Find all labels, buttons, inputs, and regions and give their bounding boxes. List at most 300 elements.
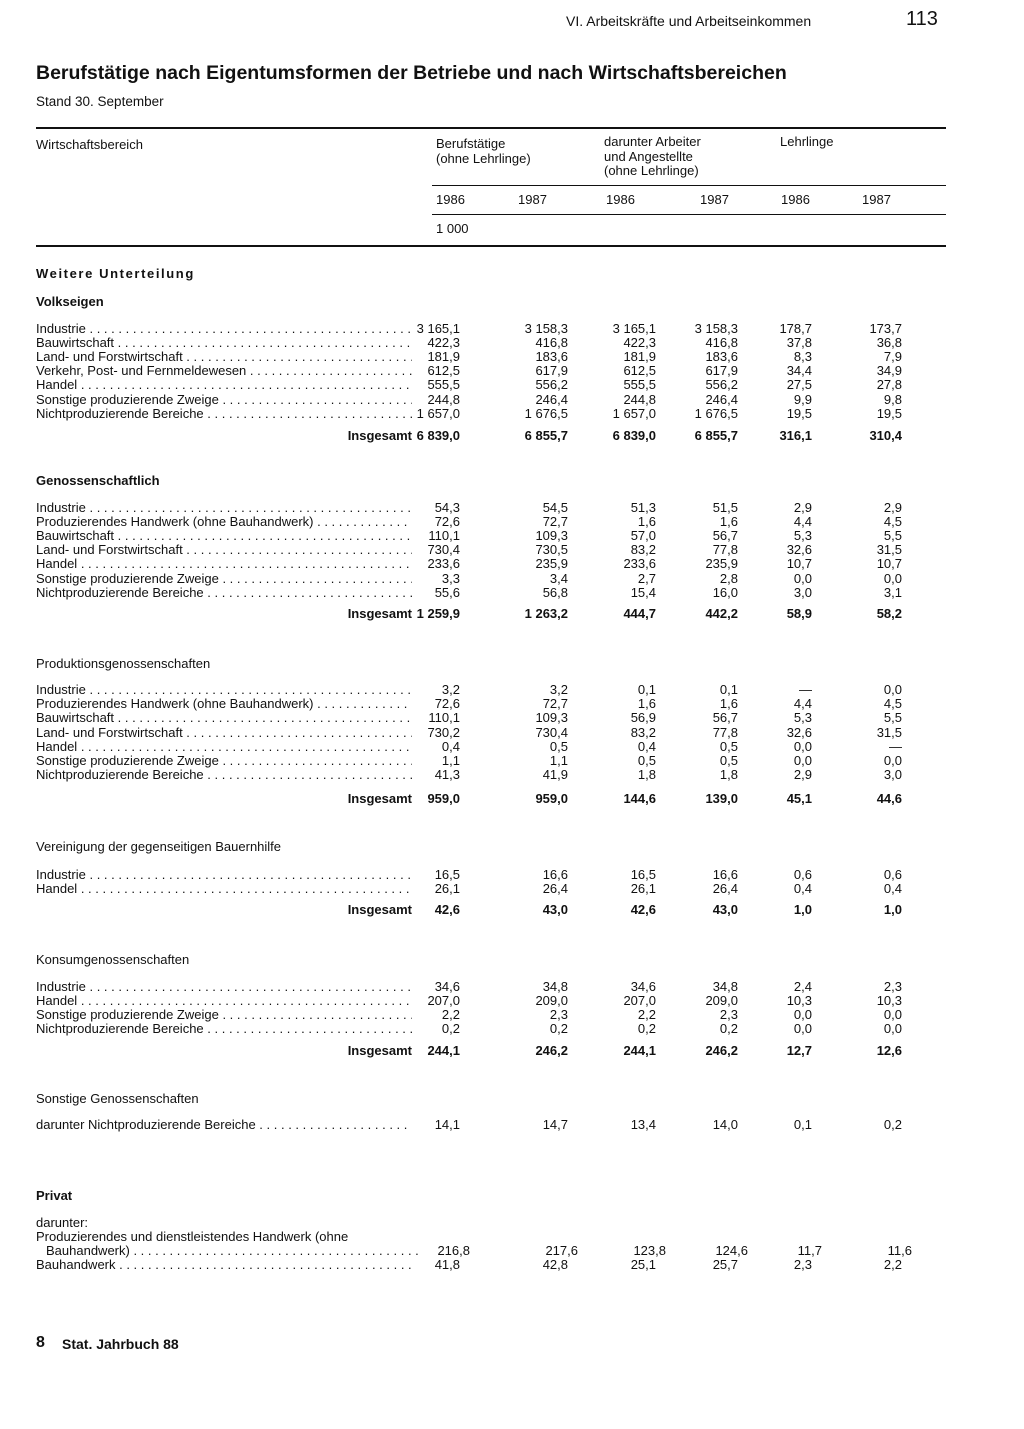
row-value: 124,6 (715, 1243, 748, 1258)
table-row (36, 994, 904, 1008)
row-value: 0,0 (793, 753, 812, 768)
row-value: 0,0 (793, 570, 812, 586)
row-value: 10,3 (876, 993, 902, 1008)
total-value: 6 855,7 (524, 428, 568, 443)
group-title-bauernhilfe: Vereinigung der gegenseitigen Bauernhilfe (36, 839, 282, 854)
total-value: 442,2 (705, 606, 738, 621)
table-header-bottom-rule (36, 245, 946, 247)
total-value: 6 839,0 (612, 428, 656, 443)
total-value: 444,7 (623, 606, 656, 621)
table-row (36, 754, 904, 768)
row-value: 7,9 (883, 349, 902, 365)
row-label: Bauhandwerk) . . . (46, 1244, 422, 1258)
total-value: 44,6 (876, 791, 902, 806)
row-value: 16,6 (542, 867, 568, 882)
column-header-line: (ohne Lehrlinge) (436, 150, 531, 166)
table-row (36, 1258, 904, 1272)
row-value: 730,2 (427, 724, 460, 740)
row-value: 36,8 (876, 335, 902, 351)
row-label: Verkehr, Post- und Fernmeldewesen . . . (36, 364, 412, 378)
table-row (36, 378, 904, 392)
row-value: 13,4 (630, 1117, 656, 1132)
row-value: 0,0 (883, 682, 902, 697)
privat-handwerk-label: Produzierendes und dienstleistendes Handwerk (ohne (36, 1229, 349, 1244)
row-value: 54,3 (434, 500, 460, 515)
row-value: 32,6 (786, 724, 812, 740)
row-label: Industrie . . . (36, 683, 412, 697)
row-value: 110,1 (428, 528, 460, 544)
row-label: Handel . . . (36, 557, 412, 571)
row-value: 1,6 (637, 514, 656, 530)
row-value: 2,2 (637, 1007, 656, 1022)
table-row (36, 726, 904, 740)
row-value: 10,7 (876, 556, 902, 572)
row-value: 77,8 (712, 724, 738, 740)
row-value: 41,3 (434, 767, 460, 783)
column-header-line: Berufstätige (436, 136, 506, 151)
table-row (36, 501, 904, 515)
row-value: 109,3 (535, 710, 568, 726)
row-value: 3 165,1 (612, 321, 656, 336)
row-value: 0,4 (637, 738, 656, 754)
row-value: 3,2 (549, 682, 568, 697)
row-value: 51,3 (630, 500, 656, 515)
row-value: 4,5 (883, 514, 902, 530)
row-value: 0,2 (549, 1021, 568, 1036)
total-value: 959,0 (535, 791, 568, 806)
row-value: 0,4 (441, 738, 460, 754)
table-row (36, 1022, 904, 1036)
row-label: Sonstige produzierende Zweige . . . (36, 754, 412, 768)
row-value: 0,0 (883, 570, 902, 586)
row-value: 72,6 (434, 514, 460, 530)
row-value: 4,5 (883, 696, 902, 712)
row-label: Handel . . . (36, 378, 412, 392)
row-label: Nichtproduzierende Bereiche . . . (36, 407, 412, 421)
row-value: 617,9 (535, 363, 568, 379)
row-value: 183,6 (535, 349, 568, 365)
row-value: 1,6 (719, 514, 738, 530)
row-value: 34,9 (876, 363, 902, 379)
row-value: 2,9 (793, 500, 812, 515)
row-value: 51,5 (712, 500, 738, 515)
row-value: 0,0 (883, 753, 902, 768)
page-title: Berufstätige nach Eigentumsformen der Betriebe und nach Wirtschaftsbereichen (36, 62, 787, 84)
table-row (36, 515, 904, 529)
row-value: 730,4 (535, 724, 568, 740)
row-value: 1 657,0 (612, 405, 656, 421)
row-value: 3,4 (549, 570, 568, 586)
row-value: 181,9 (623, 349, 656, 365)
row-value: 37,8 (786, 335, 812, 351)
row-value: 209,0 (535, 993, 568, 1008)
row-value: 556,2 (705, 377, 738, 393)
row-value: 56,9 (630, 710, 656, 726)
row-value: 416,8 (705, 335, 738, 351)
row-value: 4,4 (793, 514, 812, 530)
total-value: 1,0 (793, 902, 812, 917)
row-value: 612,5 (427, 363, 460, 379)
table-row (36, 768, 904, 782)
row-label: Handel . . . (36, 740, 412, 754)
row-value: 3 165,1 (416, 321, 460, 336)
total-value: 316,1 (779, 428, 812, 443)
row-value: 25,1 (630, 1257, 656, 1272)
row-value: 178,7 (779, 321, 812, 336)
row-value: 3,0 (793, 584, 812, 600)
row-value: 0,2 (637, 1021, 656, 1036)
row-value: 207,0 (427, 993, 460, 1008)
row-value: 56,8 (542, 584, 568, 600)
row-value: 1,8 (719, 767, 738, 783)
row-value: 16,5 (434, 867, 460, 882)
row-value: 14,0 (712, 1117, 738, 1132)
group-title-genossenschaftlich: Genossenschaftlich (36, 473, 160, 488)
row-value: 15,4 (630, 584, 656, 600)
year-1986-c: 1986 (781, 192, 810, 207)
row-label: Sonstige produzierende Zweige . . . (36, 393, 412, 407)
row-value: 72,7 (542, 514, 568, 530)
row-value: 2,9 (883, 500, 902, 515)
row-value: 0,0 (793, 738, 812, 754)
row-value: 2,3 (549, 1007, 568, 1022)
total-value: 42,6 (630, 902, 656, 917)
total-value: 1 263,2 (524, 606, 568, 621)
row-value: 2,2 (883, 1257, 902, 1272)
row-value: 233,6 (427, 556, 460, 572)
year-1987-c: 1987 (862, 192, 891, 207)
table-row (36, 868, 904, 882)
row-label: Sonstige produzierende Zweige . . . (36, 1008, 412, 1022)
row-value: 26,1 (630, 881, 656, 896)
table-row (36, 322, 904, 336)
table-row (36, 711, 904, 725)
row-value: 2,3 (883, 979, 902, 994)
row-label: Nichtproduzierende Bereiche . . . (36, 586, 412, 600)
total-value: 12,7 (786, 1043, 812, 1058)
page-subtitle: Stand 30. September (36, 94, 164, 109)
row-value: 16,6 (712, 867, 738, 882)
row-value: 0,4 (883, 881, 902, 896)
row-label: Handel . . . (36, 882, 412, 896)
row-label: Nichtproduzierende Bereiche . . . (36, 768, 412, 782)
row-value: 0,4 (793, 881, 812, 896)
row-label: Bauwirtschaft . . . (36, 336, 412, 350)
row-value: 0,5 (719, 753, 738, 768)
year-rule (432, 214, 946, 215)
table-row (36, 336, 904, 350)
row-value: 109,3 (535, 528, 568, 544)
row-value: 56,7 (712, 710, 738, 726)
row-label: Land- und Forstwirtschaft . . . (36, 350, 412, 364)
total-label: Insgesamt (347, 903, 412, 917)
row-value: 1,6 (637, 696, 656, 712)
column-group-rule (432, 185, 946, 186)
row-value: 1,8 (637, 767, 656, 783)
row-value: 77,8 (712, 542, 738, 558)
row-label: Produzierendes Handwerk (ohne Bauhandwerk) . . . (36, 697, 412, 711)
total-label: Insgesamt (347, 607, 412, 621)
table-row (36, 740, 904, 754)
group-title-produktionsgenossenschaften: Produktionsgenossenschaften (36, 656, 211, 671)
total-value: 12,6 (876, 1043, 902, 1058)
row-value: 183,6 (705, 349, 738, 365)
table-row (36, 683, 904, 697)
row-value: 27,5 (786, 377, 812, 393)
table-row (36, 586, 904, 600)
row-value: 3,2 (441, 682, 460, 697)
total-label: Insgesamt (347, 792, 412, 806)
total-value: 43,0 (542, 902, 568, 917)
table-total-row (36, 1044, 904, 1058)
row-value: 26,4 (712, 881, 738, 896)
row-value: 41,8 (434, 1257, 460, 1272)
row-label: Land- und Forstwirtschaft . . . (36, 543, 412, 557)
row-value: 57,0 (630, 528, 656, 544)
row-value: 26,4 (542, 881, 568, 896)
row-value: 0,2 (441, 1021, 460, 1036)
column-header-lehrlinge: Lehrlinge (780, 134, 834, 149)
total-value: 244,1 (427, 1043, 460, 1058)
privat-darunter: darunter: (36, 1215, 89, 1230)
row-value: 16,5 (630, 867, 656, 882)
row-value: 83,2 (630, 724, 656, 740)
row-value: 2,7 (637, 570, 656, 586)
row-value: 5,3 (793, 528, 812, 544)
total-value: 244,1 (623, 1043, 656, 1058)
row-value: 34,4 (786, 363, 812, 379)
row-value: 246,4 (705, 391, 738, 407)
group-title-konsumgenossenschaften: Konsumgenossenschaften (36, 952, 190, 967)
row-value: 41,9 (542, 767, 568, 783)
table-row (36, 393, 904, 407)
row-value: 0,1 (637, 682, 656, 697)
table-total-row (36, 429, 904, 443)
year-1987-a: 1987 (518, 192, 547, 207)
row-value: 1 676,5 (694, 405, 738, 421)
table-top-rule (36, 127, 946, 129)
row-value: 0,1 (793, 1117, 812, 1132)
row-value: 3 158,3 (524, 321, 568, 336)
row-value: 0,2 (883, 1117, 902, 1132)
row-value: 54,5 (542, 500, 568, 515)
row-value: 9,8 (883, 391, 902, 407)
row-value: 0,0 (883, 1007, 902, 1022)
row-value: 1,6 (719, 696, 738, 712)
row-value: 3,0 (883, 767, 902, 783)
column-header-line: darunter Arbeiter (604, 134, 701, 149)
year-1987-b: 1987 (700, 192, 729, 207)
row-value: 5,5 (883, 528, 902, 544)
row-value: 11,7 (797, 1243, 822, 1258)
row-label: Bauhandwerk . . . (36, 1258, 412, 1272)
table-row (36, 350, 904, 364)
row-value: 612,5 (623, 363, 656, 379)
row-value: 72,6 (434, 696, 460, 712)
row-value: 16,0 (712, 584, 738, 600)
row-value: 0,6 (793, 867, 812, 882)
footer-number: 8 (36, 1334, 45, 1351)
row-value: 207,0 (623, 993, 656, 1008)
table-row (36, 1118, 904, 1132)
row-value: 0,5 (549, 738, 568, 754)
row-label: Nichtproduzierende Bereiche . . . (36, 1022, 412, 1036)
row-value: 0,0 (793, 1021, 812, 1036)
row-value: 110,1 (428, 710, 460, 726)
row-value: 217,6 (545, 1243, 578, 1258)
row-value: 555,5 (427, 377, 460, 393)
row-value: 10,3 (786, 993, 812, 1008)
total-value: 43,0 (712, 902, 738, 917)
row-value: 2,8 (719, 570, 738, 586)
column-header-line: (ohne Lehrlinge) (604, 163, 699, 178)
row-value: 422,3 (623, 335, 656, 351)
table-row (36, 364, 904, 378)
table-row (36, 697, 904, 711)
row-value: 31,5 (876, 542, 902, 558)
table-row (36, 543, 904, 557)
row-value: 32,6 (786, 542, 812, 558)
row-value: 0,6 (883, 867, 902, 882)
row-value: 617,9 (705, 363, 738, 379)
row-value: 25,7 (712, 1257, 738, 1272)
row-value: 8,3 (793, 349, 812, 365)
column-header-berufstaetige (436, 137, 531, 166)
table-total-row (36, 792, 904, 806)
total-value: 1,0 (883, 902, 902, 917)
row-value: 1,1 (549, 753, 568, 768)
total-value: 58,2 (876, 606, 902, 621)
unit-label: 1 000 (436, 221, 469, 236)
row-value: 730,5 (535, 542, 568, 558)
table-row (36, 980, 904, 994)
row-value: 0,2 (719, 1021, 738, 1036)
row-value: 0,0 (793, 1007, 812, 1022)
table-row (36, 572, 904, 586)
row-value: 173,7 (869, 321, 902, 336)
row-value: 235,9 (535, 556, 568, 572)
row-value: 0,5 (637, 753, 656, 768)
table-row (36, 529, 904, 543)
row-value: 2,2 (441, 1007, 460, 1022)
row-value: 34,8 (542, 979, 568, 994)
row-value: 34,8 (712, 979, 738, 994)
year-1986-b: 1986 (606, 192, 635, 207)
table-row (36, 1008, 904, 1022)
column-header-sector: Wirtschaftsbereich (36, 137, 143, 152)
row-value: 181,9 (427, 349, 460, 365)
row-value: 422,3 (427, 335, 460, 351)
row-value: 216,8 (437, 1243, 470, 1258)
row-label: Industrie . . . (36, 980, 412, 994)
row-value: 0,1 (719, 682, 738, 697)
group-title-privat: Privat (36, 1188, 73, 1203)
row-value: 5,5 (883, 710, 902, 726)
total-value: 246,2 (705, 1043, 738, 1058)
row-value: 42,8 (542, 1257, 568, 1272)
table-total-row (36, 607, 904, 621)
row-value: 56,7 (712, 528, 738, 544)
column-header-arbeiter-angestellte (604, 135, 701, 179)
row-value: — (799, 682, 812, 697)
row-value: 1,1 (441, 753, 460, 768)
row-value: 27,8 (876, 377, 902, 393)
row-value: 555,5 (623, 377, 656, 393)
section-heading: Weitere Unterteilung (36, 266, 195, 281)
row-value: 72,7 (542, 696, 568, 712)
page-number: 113 (906, 8, 938, 30)
row-value: 2,3 (793, 1257, 812, 1272)
row-value: 233,6 (623, 556, 656, 572)
total-value: 1 259,9 (416, 606, 460, 621)
row-value: 26,1 (434, 881, 460, 896)
row-value: 2,9 (793, 767, 812, 783)
row-value: 11,6 (887, 1243, 912, 1258)
total-label: Insgesamt (347, 429, 412, 443)
row-value: 3,1 (883, 584, 902, 600)
row-value: 10,7 (786, 556, 812, 572)
row-value: 1 676,5 (524, 405, 568, 421)
row-value: 83,2 (630, 542, 656, 558)
table-row (46, 1244, 914, 1258)
year-1986-a: 1986 (436, 192, 465, 207)
row-label: Bauwirtschaft . . . (36, 529, 412, 543)
row-value: 31,5 (876, 724, 902, 740)
total-value: 42,6 (434, 902, 460, 917)
row-value: 9,9 (793, 391, 812, 407)
table-row (36, 407, 904, 421)
row-value: 244,8 (623, 391, 656, 407)
row-value: 0,5 (719, 738, 738, 754)
table-row (36, 882, 904, 896)
row-value: 5,3 (793, 710, 812, 726)
group-title-sonstige: Sonstige Genossenschaften (36, 1091, 199, 1106)
row-value: 55,6 (434, 584, 460, 600)
row-value: 246,4 (535, 391, 568, 407)
row-label: Sonstige produzierende Zweige . . . (36, 572, 412, 586)
row-value: 34,6 (630, 979, 656, 994)
row-value: 235,9 (705, 556, 738, 572)
row-value: 19,5 (876, 405, 902, 421)
total-value: 58,9 (786, 606, 812, 621)
row-value: 209,0 (705, 993, 738, 1008)
row-value: 3 158,3 (694, 321, 738, 336)
row-value: 14,7 (542, 1117, 568, 1132)
row-value: 3,3 (441, 570, 460, 586)
row-value: — (889, 738, 902, 754)
total-value: 6 855,7 (694, 428, 738, 443)
group-title-volkseigen: Volkseigen (36, 294, 104, 309)
row-value: 1 657,0 (416, 405, 460, 421)
table-total-row (36, 903, 904, 917)
row-value: 244,8 (427, 391, 460, 407)
row-label: Land- und Forstwirtschaft . . . (36, 726, 412, 740)
row-value: 4,4 (793, 696, 812, 712)
row-value: 34,6 (434, 979, 460, 994)
row-label: Industrie . . . (36, 501, 412, 515)
total-value: 310,4 (869, 428, 902, 443)
row-value: 730,4 (427, 542, 460, 558)
row-label: Handel . . . (36, 994, 412, 1008)
total-label: Insgesamt (347, 1044, 412, 1058)
row-label: Produzierendes Handwerk (ohne Bauhandwerk) . . . (36, 515, 412, 529)
total-value: 144,6 (623, 791, 656, 806)
footer-text: Stat. Jahrbuch 88 (62, 1336, 179, 1352)
column-header-line: und Angestellte (604, 148, 693, 164)
row-value: 14,1 (434, 1117, 460, 1132)
chapter-header: VI. Arbeitskräfte und Arbeitseinkommen (566, 13, 812, 29)
row-value: 19,5 (786, 405, 812, 421)
